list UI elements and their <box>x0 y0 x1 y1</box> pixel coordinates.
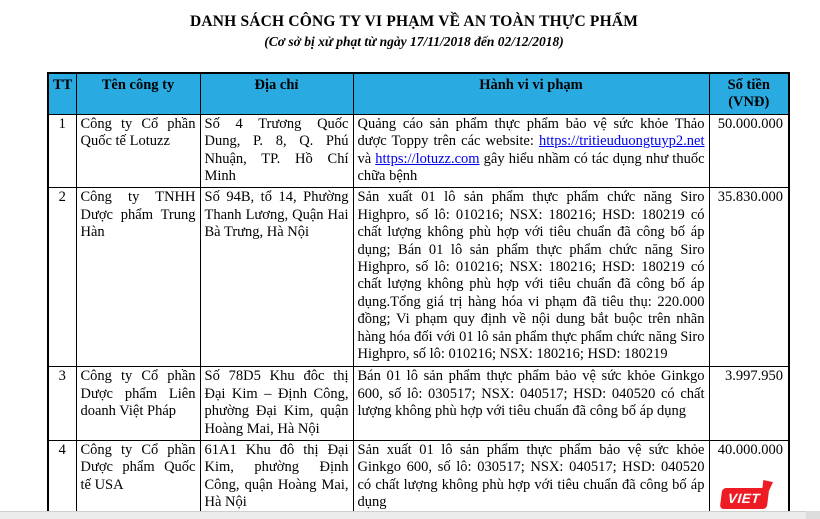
bottom-edge-corner <box>806 511 820 519</box>
table-header-row <box>48 73 789 114</box>
page-title: DANH SÁCH CÔNG TY VI PHẠM VỀ AN TOÀN THỰC PHẨM <box>189 13 639 30</box>
table-row <box>48 441 789 515</box>
header-tt: TT <box>48 73 76 114</box>
cell-address: Số 4 Trương Quốc Dung, P. 8, Q. Phú Nhuận, TP. Hồ Chí Minh <box>200 114 353 188</box>
cell-address: Số 78D5 Khu đôc thị Đại Kim – Định Công, phường Đại Kim, quận Hoàng Mai, Hà Nội <box>200 367 353 441</box>
header-violation: Hành vi vi phạm <box>353 73 709 114</box>
violation-text: Quảng cáo sản phẩm thực phẩm bảo vệ sức khỏe Thảo dược Toppy trên các website: <box>357 115 705 150</box>
table-body <box>48 114 789 514</box>
cell-amount: 50.000.000 <box>709 114 789 188</box>
cell-amount: 40.000.000 <box>709 441 789 515</box>
violation-text: Sản xuất 01 lô sản phẩm thực phẩm chức năng Siro Highpro, số lô: 010216; NSX: 180216; HSD: 180219 có chất lượng không phù hợp với tiêu chuẩn đã công bố áp dụng; Bán 01 lô sản phẩm thực phẩm chức năng Siro Highpro, số lô: 010216; NSX: 180216; HSD: 180219 có chất lượng không phù hợp với tiêu chuẩn đã công bố áp dụng.Tổng giá trị hàng hóa vi phạm đã tiêu thụ: 220.000 đồng; Vi phạm quy định về nội dung bắt buộc trên nhãn hàng hóa đối với 01 lô sản phẩm thực phẩm chức năng Siro Highpro, số lô: 010216; NSX: 180216; HSD: 180219 <box>357 189 705 363</box>
violation-link[interactable]: https://lotuzz.com <box>375 150 480 167</box>
page-subtitle: (Cơ sở bị xử phạt từ ngày 17/11/2018 đến 02/12/2018) <box>264 34 564 49</box>
document-header <box>40 13 788 50</box>
cell-tt: 4 <box>48 441 76 515</box>
cell-violation <box>353 441 709 515</box>
violation-link[interactable]: https://tritieuduongtuyp2.net <box>538 133 705 150</box>
cell-tt: 3 <box>48 367 76 441</box>
cell-violation <box>353 367 709 441</box>
cell-address: 61A1 Khu đô thị Đại Kim, phường Định Công, quận Hoàng Mai, Hà Nội <box>200 441 353 515</box>
header-address: Địa chỉ <box>200 73 353 114</box>
cell-violation <box>353 188 709 367</box>
violation-text: và <box>357 150 376 167</box>
cell-amount: 3.997.950 <box>709 367 789 441</box>
cell-tt: 1 <box>48 114 76 188</box>
cell-company: Công ty Cổ phần Dược phẩm Liên doanh Việt Pháp <box>76 367 200 441</box>
header-amount: Số tiền (VNĐ) <box>709 73 789 114</box>
table-row <box>48 367 789 441</box>
cell-company: Công ty Cổ phần Quốc tế Lotuzz <box>76 114 200 188</box>
cell-address: Số 94B, tổ 14, Phường Thanh Lương, Quận Hai Bà Trưng, Hà Nội <box>200 188 353 367</box>
cell-amount: 35.830.000 <box>709 188 789 367</box>
violations-table <box>47 72 790 516</box>
violation-text: Sản xuất 01 lô sản phẩm thực phẩm bảo vệ sức khỏe Ginkgo 600, số lô: 030517; NSX: 040517; HSD: 040520 có chất lượng không phù hợp với tiêu chuẩn đã công bố áp dụng <box>357 442 705 511</box>
cell-company: Công ty TNHH Dược phẩm Trung Hàn <box>76 188 200 367</box>
cell-tt: 2 <box>48 188 76 367</box>
cell-violation <box>353 114 709 188</box>
viet-logo-badge <box>720 488 770 509</box>
header-company: Tên công ty <box>76 73 200 114</box>
table-row <box>48 114 789 188</box>
bottom-edge-strip <box>0 511 820 519</box>
viet-logo-label: VIET <box>727 491 762 506</box>
cell-company: Công ty Cổ phần Dược phẩm Quốc tế USA <box>76 441 200 515</box>
table-row <box>48 188 789 367</box>
violation-text: Bán 01 lô sản phẩm thực phẩm bảo vệ sức khỏe Ginkgo 600, số lô: 030517; NSX: 040517; HSD: 040520 có chất lượng không phù hợp với tiêu chuẩn đã công bố áp dụng <box>357 368 705 420</box>
violation-text: gây hiểu nhầm có tác dụng như thuốc chữa bệnh <box>357 150 705 185</box>
